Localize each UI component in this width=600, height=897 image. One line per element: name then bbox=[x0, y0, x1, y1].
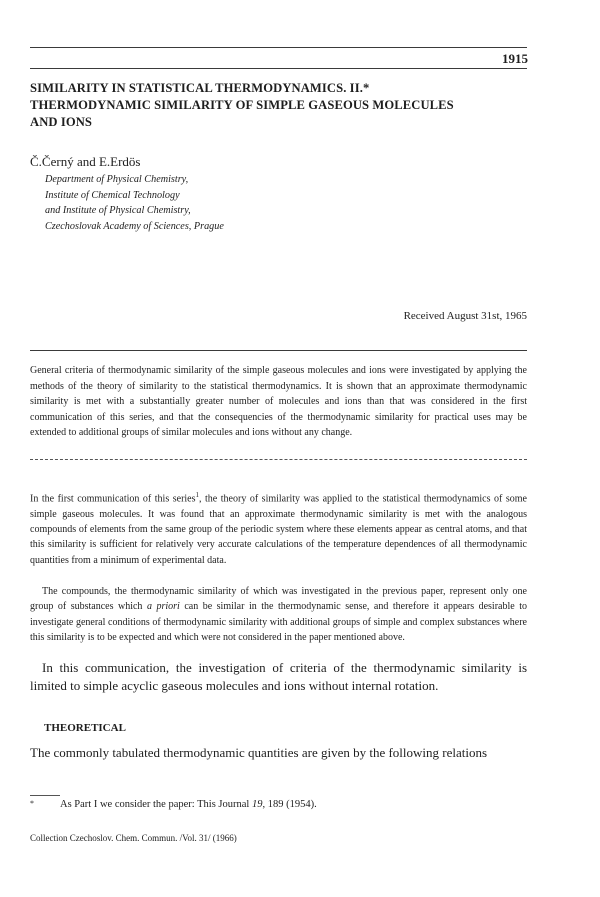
affiliation-line-3: and Institute of Physical Chemistry, bbox=[45, 205, 191, 216]
received-date: Received August 31st, 1965 bbox=[403, 310, 527, 322]
body-paragraph-2 bbox=[30, 584, 527, 645]
title-line-1: SIMILARITY IN STATISTICAL THERMODYNAMICS. II.* bbox=[30, 81, 370, 95]
affiliation-line-2: Institute of Chemical Technology bbox=[45, 189, 180, 201]
p1-text-start: In the first communication of this series bbox=[30, 493, 196, 505]
footnote-text-end: , 189 (1954). bbox=[262, 799, 317, 810]
paper-title bbox=[30, 80, 530, 131]
affiliation bbox=[45, 172, 224, 234]
p2-text-end: can be similar in the thermodynamic sense, and therefore it appears desirable to investigate general conditions of thermodynamic similarity with additional groups of simple and complex substances where this similarity is to be expected and which were not considered in the paper mentioned above. bbox=[30, 601, 527, 643]
p2-text-start: The compounds, the thermodynamic similarity of which was investigated in the previous paper, represent only one group of substances which bbox=[30, 586, 527, 613]
header-rule-lower bbox=[30, 68, 527, 69]
footnote-rule bbox=[30, 795, 60, 796]
footnote-text bbox=[60, 799, 317, 810]
footnote-mark: * bbox=[30, 799, 34, 808]
body-paragraph-3: In this communication, the investigation of criteria of the thermodynamic similarity is limited to simple acyclic gaseous molecules and ions without internal rotation. bbox=[30, 660, 527, 693]
affiliation-line-4: Czechoslovak Academy of Sciences, Prague bbox=[45, 220, 224, 232]
journal-line: Collection Czechoslov. Chem. Commun. /Vol. 31/ (1966) bbox=[30, 833, 237, 843]
header-rule bbox=[30, 47, 527, 48]
abstract: General criteria of thermodynamic similarity of the simple gaseous molecules and ions were investigated by applying the methods of the theory of similarity to the statistical thermodynamics. It is shown that an approximate thermodynamic similarity is met with a substantially greater number of molecules and ions than that was considered in the first communication of this series, and that the consequencies of the thermodynamic similarity for practical uses may be extended to additional groups of similar molecules and ions without any change. bbox=[30, 365, 527, 438]
reference-mark: 1 bbox=[195, 491, 200, 499]
abstract-rule-bottom bbox=[30, 459, 527, 460]
title-line-2: THERMODYNAMIC SIMILARITY OF SIMPLE GASEOUS MOLECULES bbox=[30, 98, 454, 112]
footnote-volume: 19 bbox=[251, 799, 263, 810]
section-heading: THEORETICAL bbox=[44, 722, 126, 734]
p2-italic: a priori bbox=[146, 601, 180, 613]
footnote-text-start: As Part I we consider the paper: This Journal bbox=[60, 799, 252, 810]
abstract-rule-top bbox=[30, 350, 527, 351]
authors: Č.Černý and E.Erdös bbox=[30, 154, 141, 169]
body-paragraph-4: The commonly tabulated thermodynamic quantities are given by the following relations bbox=[30, 745, 488, 760]
page-number: 1915 bbox=[502, 51, 528, 66]
p1-text-end: , the theory of similarity was applied to the statistical thermodynamics of some simple gaseous molecules. It was found that an approximate thermodynamic similarity is met with the analogous compounds of elements from the same group of the periodic system where these elements appear as central atoms, and that this similarity is sufficient for relatively very accurate calculations of the temperature dependences of all thermodynamic quantities from a minimum of experimental data. bbox=[30, 493, 527, 566]
affiliation-line-1: Department of Physical Chemistry, bbox=[45, 174, 189, 185]
title-line-3: AND IONS bbox=[30, 115, 93, 129]
body-paragraph-1 bbox=[30, 488, 527, 568]
